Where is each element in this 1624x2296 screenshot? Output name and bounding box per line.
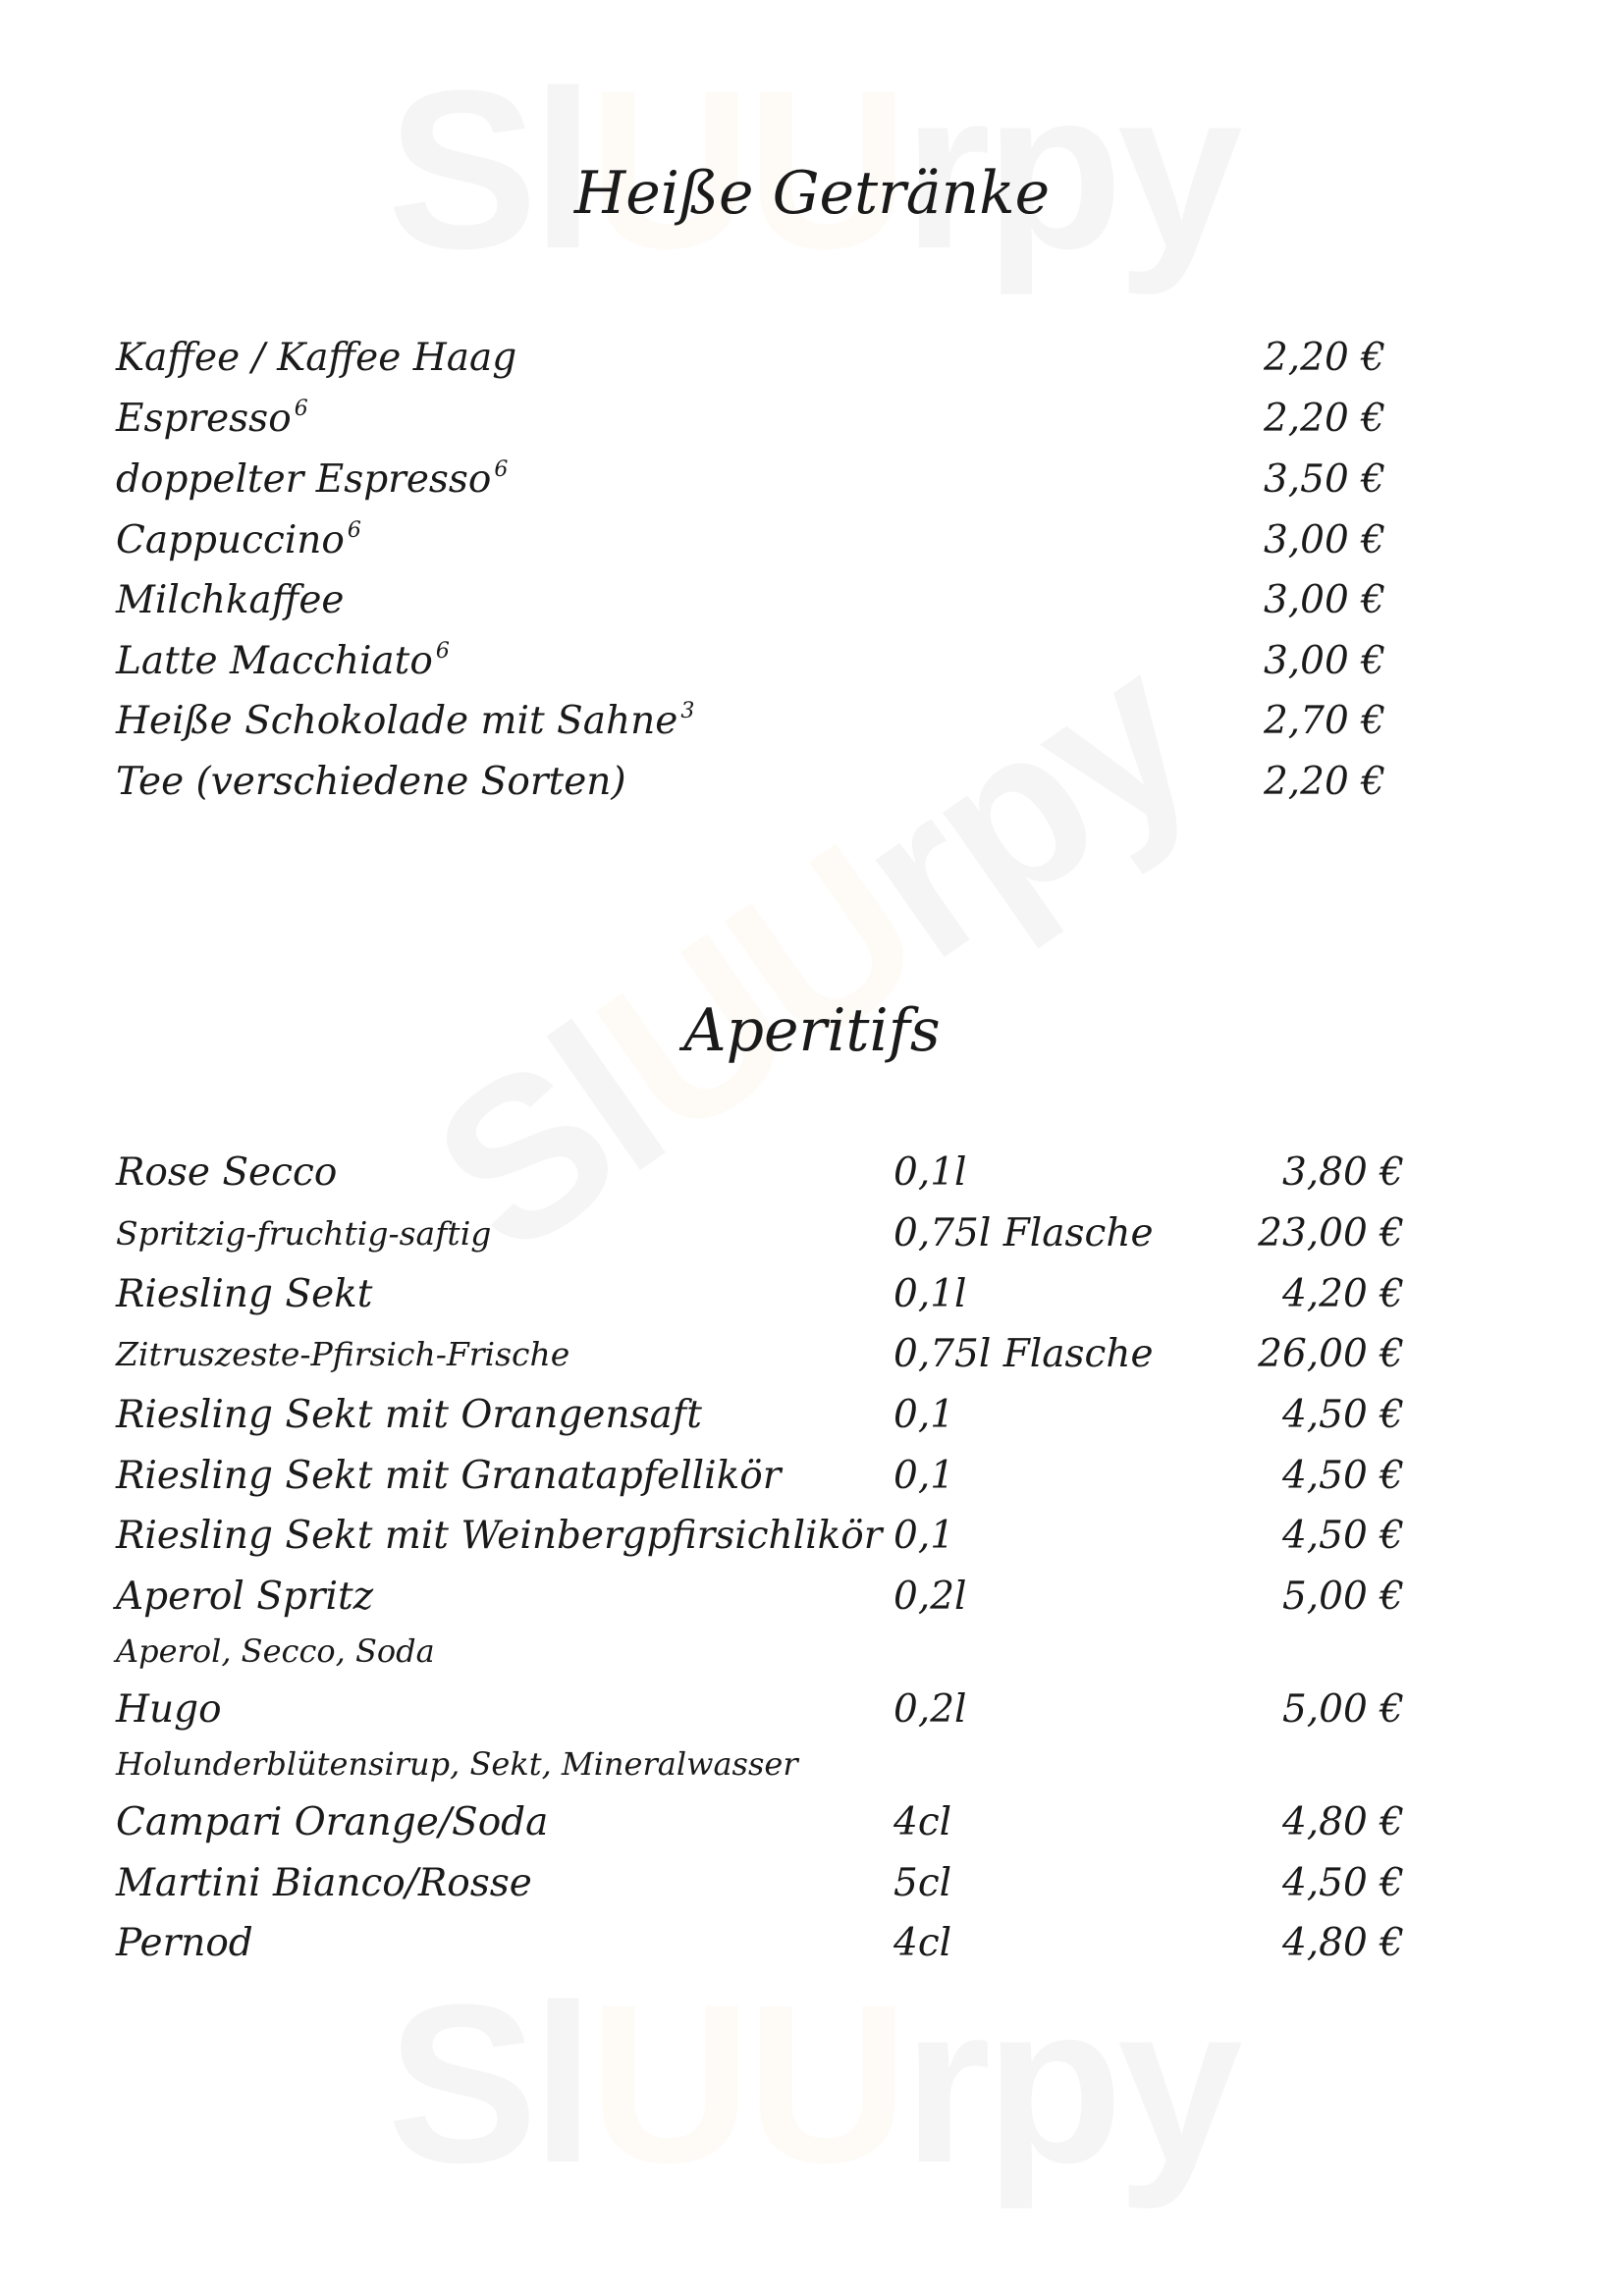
- item-price: 3,80 €: [1281, 1150, 1404, 1195]
- menu-item: [116, 1568, 1412, 1627]
- menu-item: [116, 1914, 1412, 1973]
- item-quantity: 0,1: [893, 1514, 955, 1558]
- item-price: 4,80 €: [1281, 1800, 1404, 1844]
- item-name: Campari Orange/Soda: [116, 1800, 549, 1844]
- item-quantity: 0,2l: [893, 1687, 967, 1732]
- menu-item: [116, 1265, 1412, 1324]
- menu-item: [116, 390, 1412, 449]
- menu-item: [116, 692, 1412, 751]
- menu-item: [116, 632, 1412, 691]
- item-price: 26,00 €: [1258, 1332, 1404, 1376]
- item-quantity: 0,1: [893, 1454, 955, 1498]
- item-quantity: 4cl: [893, 1800, 952, 1844]
- item-name: Aperol Spritz: [116, 1575, 374, 1619]
- item-price: 2,20 €: [1263, 760, 1385, 804]
- item-price: 4,80 €: [1281, 1921, 1404, 1965]
- item-price: 3,50 €: [1263, 457, 1385, 502]
- item-name: Espresso $^6$: [116, 397, 308, 441]
- item-quantity: 0,75l Flasche: [893, 1332, 1154, 1376]
- menu-item: [116, 1447, 1412, 1506]
- item-price: 4,20 €: [1281, 1272, 1404, 1316]
- menu-item: [116, 329, 1412, 388]
- item-quantity: 0,1: [893, 1393, 955, 1437]
- item-name: Riesling Sekt mit Orangensaft: [116, 1393, 702, 1437]
- item-price: 4,50 €: [1281, 1861, 1404, 1905]
- item-description: Holunderblütensirup, Sekt, Mineralwasser: [116, 1745, 798, 1783]
- item-quantity: 0,75l Flasche: [893, 1211, 1154, 1255]
- menu-item: [116, 511, 1412, 570]
- item-name: Cappuccino $^6$: [116, 518, 361, 562]
- item-name: Tee (verschiedene Sorten): [116, 760, 626, 804]
- item-name: Kaffee / Kaffee Haag: [116, 336, 517, 380]
- section-title-hot-drinks: Heiße Getränke: [573, 159, 1051, 228]
- menu-item: [116, 451, 1412, 509]
- menu-item: [116, 571, 1412, 630]
- item-price: 5,00 €: [1281, 1575, 1404, 1619]
- menu-item: [116, 1793, 1412, 1852]
- watermark-logo: [0, 1953, 1624, 2214]
- item-price: 2,20 €: [1263, 336, 1385, 380]
- menu-item: [116, 1144, 1412, 1202]
- item-price: 3,00 €: [1263, 578, 1385, 622]
- item-name: Riesling Sekt mit Granatapfellikör: [116, 1454, 782, 1498]
- item-name: Heiße Schokolade mit Sahne $^3$: [116, 699, 695, 743]
- item-quantity: 5cl: [893, 1861, 952, 1905]
- item-quantity: 4cl: [893, 1921, 952, 1965]
- item-price: 2,70 €: [1263, 699, 1385, 743]
- item-description: Aperol, Secco, Soda: [116, 1632, 435, 1670]
- item-price: 4,50 €: [1281, 1454, 1404, 1498]
- item-quantity: 0,2l: [893, 1575, 967, 1619]
- item-price: 4,50 €: [1281, 1514, 1404, 1558]
- item-quantity: 0,1l: [893, 1150, 967, 1195]
- item-name: Riesling Sekt: [116, 1272, 373, 1316]
- item-price: 2,20 €: [1263, 397, 1385, 441]
- item-price: 5,00 €: [1281, 1687, 1404, 1732]
- menu-item: [116, 1204, 1412, 1263]
- item-price: 23,00 €: [1258, 1211, 1404, 1255]
- menu-item: [116, 1681, 1412, 1739]
- item-quantity: 0,1l: [893, 1272, 967, 1316]
- item-price: 3,00 €: [1263, 518, 1385, 562]
- menu-item: [116, 1325, 1412, 1384]
- item-price: 4,50 €: [1281, 1393, 1404, 1437]
- menu-item: [116, 1386, 1412, 1445]
- menu-item: [116, 1854, 1412, 1913]
- item-name: Rose Secco: [116, 1150, 338, 1195]
- item-name: Riesling Sekt mit Weinbergpfirsichlikör: [116, 1514, 883, 1558]
- item-name: Martini Bianco/Rosse: [116, 1861, 532, 1905]
- item-name: Zitruszeste-Pfirsich-Frische: [116, 1335, 570, 1373]
- item-name: doppelter Espresso $^6$: [116, 457, 509, 502]
- item-name: Milchkaffee: [116, 578, 345, 622]
- section-title-aperitifs: Aperitifs: [683, 996, 941, 1065]
- item-name: Latte Macchiato $^6$: [116, 639, 450, 683]
- item-name: Spritzig-fruchtig-saftig: [116, 1214, 492, 1253]
- item-name: Pernod: [116, 1921, 253, 1965]
- menu-item: [116, 1507, 1412, 1566]
- item-name: Hugo: [116, 1687, 222, 1732]
- menu-item: [116, 753, 1412, 812]
- item-price: 3,00 €: [1263, 639, 1385, 683]
